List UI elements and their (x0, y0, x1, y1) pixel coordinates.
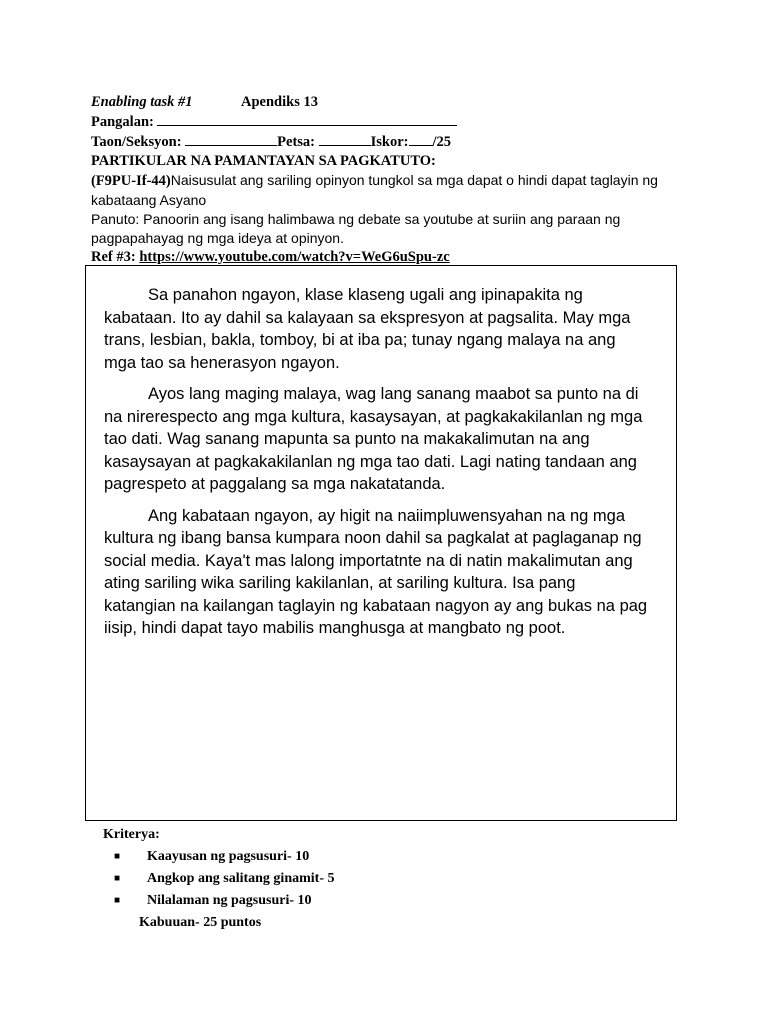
name-line (91, 112, 691, 132)
bullet-icon: ■ (114, 895, 121, 906)
instructions-1: Panuto: Panoorin ang isang halimbawa ng debate sa youtube at suriin ang paraan ng (91, 211, 621, 227)
objective-text-2: kabataang Asyano (91, 192, 207, 208)
essay-paragraph-3: Ang kabataan ngayon, ay higit na naiimpluwensyahan na ng mga kultura ng ibang bansa kumpara noon dahil sa pagkalat at paglaganap ng social media. Kaya't mas lalong importatnte na di natin makalimutan ang ating sariling wika sariling kakilanlan, at sariling kultura. Isa pang katangian na kailangan taglayin ng kabataan nagyon ay ang bukas na pag iisip, hindi dapat tayo mabilis manghusga at mangbato ng poot. (104, 506, 648, 637)
criteria-item (114, 868, 614, 890)
criteria-list (103, 846, 603, 912)
date-label: Petsa: (277, 134, 316, 150)
ref-label: Ref #3: (91, 249, 136, 265)
criteria-item-label: Kaayusan ng pagsusuri- 10 (147, 849, 310, 864)
section-field[interactable] (185, 132, 277, 146)
answer-box (85, 265, 677, 821)
bullet-icon: ■ (114, 873, 121, 884)
section-label: Taon/Seksyon: (91, 134, 182, 150)
objective-text: Naisusulat ang sariling opinyon tungkol sa mga dapat o hindi dapat taglayin ng (170, 172, 658, 188)
essay-text (104, 284, 649, 649)
objective-line (91, 171, 691, 191)
criteria-item (114, 846, 614, 868)
section-line (91, 132, 691, 152)
task-line (91, 93, 691, 112)
essay-paragraph-1: Sa panahon ngayon, klase klaseng ugali ang ipinapakita ng kabataan. Ito ay dahil sa kalayaan sa ekspresyon at pagsalita. May mga trans, lesbian, bakla, tomboy, bi at iba pa; tunay ngang malaya na ang mga tao sa henerasyon ngayon. (104, 286, 631, 372)
criteria-heading: Kriterya: (103, 827, 160, 842)
name-field[interactable] (157, 112, 457, 126)
worksheet-header (91, 93, 691, 267)
objectives-heading: PARTIKULAR NA PAMANTAYAN SA PAGKATUTO: (91, 153, 436, 169)
essay-paragraph-2: Ayos lang maging malaya, wag lang sanang maabot sa punto na di na nirerespecto ang mga kultura, kasaysayan, at pagkakakilanlan ng mga tao dati. Wag sanang mapunta sa punto na makakalimutan na ang kasaysayan at pagkakakilanlan ng mga tao dati. Lagi nating tandaan ang pagrespeto at paggalang sa mga nakatatanda. (104, 385, 643, 493)
task-label: Enabling task #1 (91, 94, 193, 110)
criteria-item (114, 890, 614, 912)
bullet-icon: ■ (114, 851, 121, 862)
date-field[interactable] (319, 132, 371, 146)
name-label: Pangalan: (91, 114, 154, 130)
instructions-2: pagpapahayag ng mga ideya at opinyon. (91, 230, 344, 246)
youtube-link[interactable]: https://www.youtube.com/watch?v=WeG6uSpu-zc (139, 249, 450, 265)
appendix-label: Apendiks 13 (241, 94, 318, 110)
criteria-total: Kabuuan- 25 puntos (139, 915, 262, 930)
competency-code: (F9PU-If-44) (91, 173, 171, 189)
score-label: Iskor: (370, 134, 409, 150)
score-total: /25 (432, 134, 452, 150)
criteria-section (103, 824, 603, 934)
score-field[interactable] (409, 132, 433, 146)
criteria-item-label: Angkop ang salitang ginamit- 5 (147, 871, 335, 886)
criteria-item-label: Nilalaman ng pagsusuri- 10 (147, 893, 312, 908)
